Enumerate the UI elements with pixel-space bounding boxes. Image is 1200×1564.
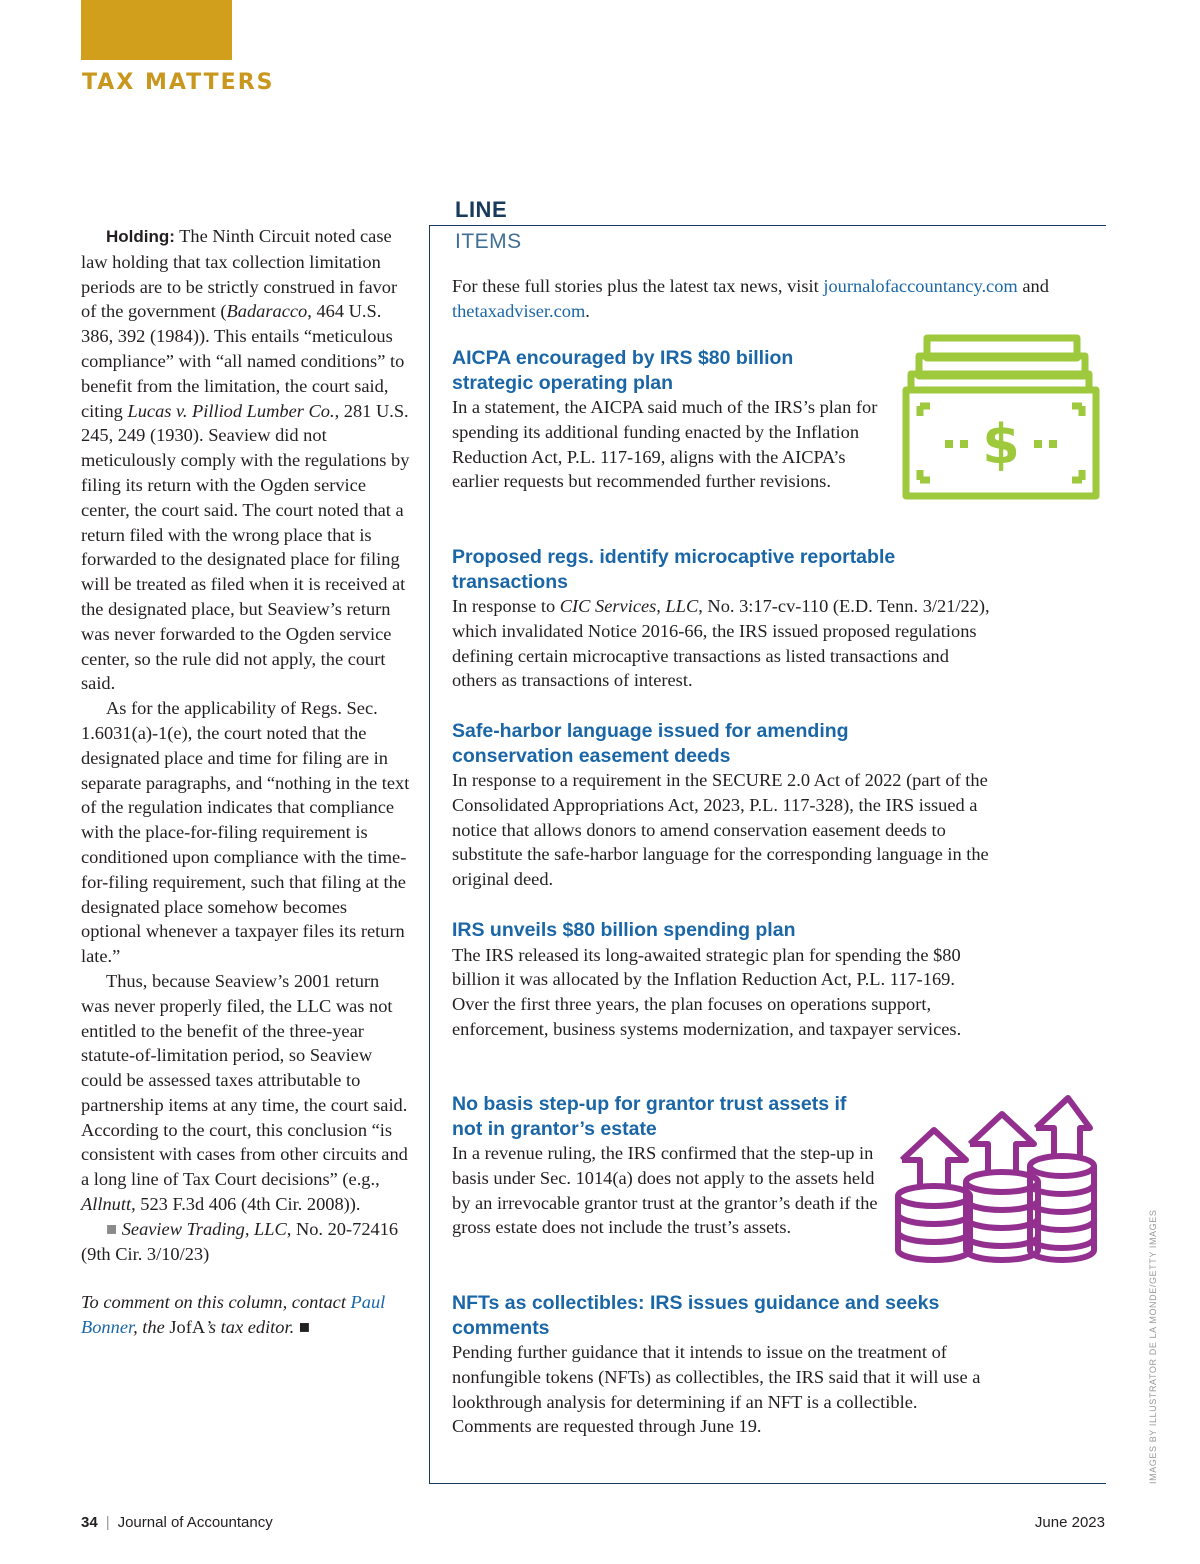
news-item	[452, 1092, 882, 1240]
news-body: The IRS released its long-awaited strategic plan for spending the $80 billion it was allocated by the Inflation Reduction Act, P.L. 117-169. Over the first three years, the plan focuses on operations support, enforcement, business systems modernization, and taxpayer services.	[452, 944, 962, 1039]
holding-paragraph: Holding: The Ninth Circuit noted case law holding that tax collection limitation periods are to be strictly construed in favor of the government (Badaracco, 464 U.S. 386, 392 (1984)). This entails “meticulous compliance” with “all named conditions” to benefit from the limitation, the court said, citing Lucas v. Pilliod Lumber Co., 281 U.S. 245, 249 (1930). Seaview did not meticulously comply with the regulations by filing its return with the Ogden service center, the court said. The court noted that a return filed with the wrong place that is forwarded to the designated place for filing will be treated as filed when it is received at the designated place, but Seaview’s return was never forwarded to the Ogden service center, so the rule did not apply, the court said.	[81, 226, 410, 694]
news-headline[interactable]: IRS unveils $80 billion spending plan	[452, 919, 796, 941]
editor-link[interactable]: Paul Bonner	[81, 1292, 386, 1338]
news-body: In response to CIC Services, LLC, No. 3:17-cv-110 (E.D. Tenn. 3/21/22), which invalidated Notice 2016-66, the IRS issued proposed regulations defining certain microcaptive transactions as listed transactions and others as transactions of interest.	[452, 596, 990, 691]
conclusion-paragraph: Thus, because Seaview’s 2001 return was never properly filed, the LLC was not entitled to the benefit of the three-year statute-of-limitation period, so Seaview could be assessed taxes attributable to partnership items at any time, the court said. According to the court, this conclusion “is consistent with cases from other circuits and a long line of Tax Court decisions” (e.g., Allnutt, 523 F.3d 406 (4th Cir. 2008)).	[81, 970, 408, 1215]
box-title-items: ITEMS	[455, 230, 522, 253]
page-footer	[81, 1514, 273, 1531]
case-citation: Allnutt	[81, 1194, 132, 1215]
box-title-line: LINE	[455, 197, 508, 222]
case-citation-line: ■ Seaview Trading, LLC, No. 20-72416 (9th Cir. 3/10/23)	[81, 1218, 399, 1264]
news-body: In a revenue ruling, the IRS confirmed that the step-up in basis under Sec. 1014(a) does not apply to the assets held by an irrevocable grantor trust at the grantor’s death if the gross estate does not include the trust’s assets.	[452, 1143, 878, 1238]
news-headline[interactable]: No basis step-up for grantor trust assets if not in grantor’s estate	[452, 1093, 847, 1140]
journal-link[interactable]: journalofaccountancy.com	[823, 276, 1018, 296]
news-headline[interactable]: AICPA encouraged by IRS $80 billion strategic operating plan	[452, 347, 794, 394]
news-item	[452, 545, 997, 693]
news-item	[452, 719, 997, 892]
page-number: 34	[81, 1514, 98, 1531]
news-body: In a statement, the AICPA said much of the IRS’s plan for spending its additional funding enacted by the Inflation Reduction Act, P.L. 117-169, aligns with the AICPA’s earlier requests but recommended further revisions.	[452, 397, 878, 492]
case-citation: Badaracco	[226, 301, 308, 322]
news-body: In response to a requirement in the SECURE 2.0 Act of 2022 (part of the Consolidated Appropriations Act, 2023, P.L. 117-328), the IRS issued a notice that allows donors to amend conservation easement deeds to substitute the safe-harbor language for the corresponding language in the original deed.	[452, 770, 989, 890]
news-headline[interactable]: Proposed regs. identify microcaptive reportable transactions	[452, 546, 896, 593]
case-citation: Lucas v. Pilliod Lumber Co.	[127, 400, 335, 421]
svg-text:$: $	[982, 413, 1020, 476]
case-citation: CIC Services, LLC	[559, 596, 699, 616]
box-intro: For these full stories plus the latest tax news, visit journalofaccountancy.com and thetaxadviser.com.	[452, 276, 1049, 321]
editor-contact-note: To comment on this column, contact Paul Bonner, the JofA’s tax editor. ■	[81, 1292, 386, 1338]
left-column	[81, 224, 411, 1340]
news-body: Pending further guidance that it intends to issue on the treatment of nonfungible tokens (NFTs) as collectibles, the IRS said that it will use a lookthrough analysis for determining if an NFT is a collectible. Comments are requested through June 19.	[452, 1342, 981, 1437]
end-mark-icon: ■	[298, 1317, 310, 1338]
news-item	[452, 1291, 997, 1439]
footer-separator: |	[105, 1514, 110, 1531]
news-item	[452, 918, 982, 1042]
coins-arrow-up-icon	[890, 1092, 1100, 1272]
regs-paragraph: As for the applicability of Regs. Sec. 1.6031(a)-1(e), the court noted that the designated place and time for filing are in separate paragraphs, and “nothing in the text of the regulation indicates that compliance with the place-for-filing requirement is conditioned upon compliance with the time-for-filing requirement, such that filing at the designated place somehow becomes optional whenever a taxpayer files its return late.”	[81, 698, 410, 967]
money-stack-icon	[900, 332, 1102, 504]
section-label: TAX MATTERS	[82, 70, 275, 95]
news-headline[interactable]: Safe-harbor language issued for amending conservation easement deeds	[452, 720, 849, 767]
section-color-tab	[81, 0, 232, 60]
square-bullet-icon: ■	[106, 1218, 118, 1239]
publication-name: Journal of Accountancy	[117, 1514, 273, 1531]
holding-lead: Holding:	[106, 227, 175, 246]
news-headline[interactable]: NFTs as collectibles: IRS issues guidance and seeks comments	[452, 1292, 940, 1339]
image-credit: IMAGES BY ILLUSTRATOR DE LA MONDE/GETTY IMAGES	[1148, 1209, 1158, 1484]
issue-date: June 2023	[1034, 1514, 1105, 1531]
taxadviser-link[interactable]: thetaxadviser.com	[452, 301, 586, 321]
news-item	[452, 346, 892, 494]
